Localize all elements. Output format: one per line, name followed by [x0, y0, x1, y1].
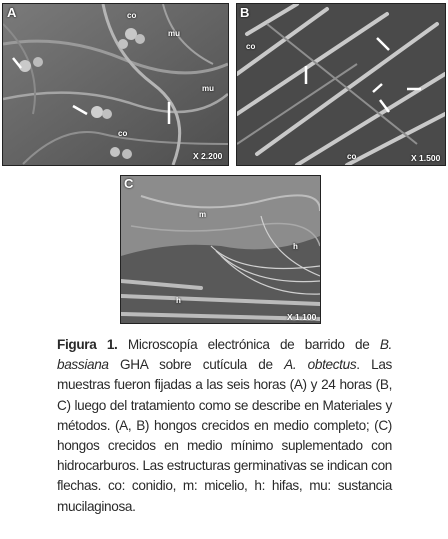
panel-c-annotation-h: h	[176, 296, 181, 305]
panel-c-annotation-h: h	[293, 242, 298, 251]
micrograph-a-image	[3, 4, 228, 165]
panel-c-magnification: X 1.100	[287, 312, 317, 322]
micrograph-panel-b	[236, 3, 446, 166]
panel-a-label: A	[7, 5, 17, 20]
figure-label: Figura 1.	[57, 337, 118, 352]
panel-a-annotation-co: co	[118, 129, 128, 138]
panel-a-annotation-co: co	[127, 11, 137, 20]
caption-host: A. obtectus	[284, 357, 357, 373]
micrograph-b-image	[237, 4, 445, 165]
caption-species: B. bassiana	[57, 337, 392, 373]
caption-text-1: Microscopía electrónica de barrido de	[117, 337, 380, 352]
figure-caption	[57, 335, 392, 517]
micrograph-panel-c	[120, 175, 321, 324]
micrograph-panel-a	[2, 3, 229, 166]
caption-text-2: GHA sobre cutícula de	[108, 357, 285, 373]
panel-a-magnification: X 2.200	[193, 151, 223, 161]
panel-b-label: B	[240, 5, 250, 20]
panel-c-annotation-m: m	[199, 210, 207, 219]
micrograph-c-image	[121, 176, 320, 323]
panel-b-annotation-co: co	[246, 42, 256, 51]
panel-b-annotation-co: co	[347, 152, 357, 161]
panel-a-annotation-mu: mu	[202, 84, 214, 93]
panel-c-label: C	[124, 176, 134, 191]
panel-a-annotation-mu: mu	[168, 29, 180, 38]
panel-b-magnification: X 1.500	[411, 153, 441, 163]
caption-text-3: . Las muestras fueron fijadas a las seis horas (A) y 24 horas (B, C) luego del tratamiento como se describe en Materiales y métodos. (A, B) hongos crecidos en medio completo; (C) hongos crecidos en medio mínimo suplementado con hidrocarburos. Las estructuras germinativas se indican con flechas. co: conidio, m: micelio, h: hifas, mu: sustancia mucilaginosa.	[57, 357, 392, 514]
